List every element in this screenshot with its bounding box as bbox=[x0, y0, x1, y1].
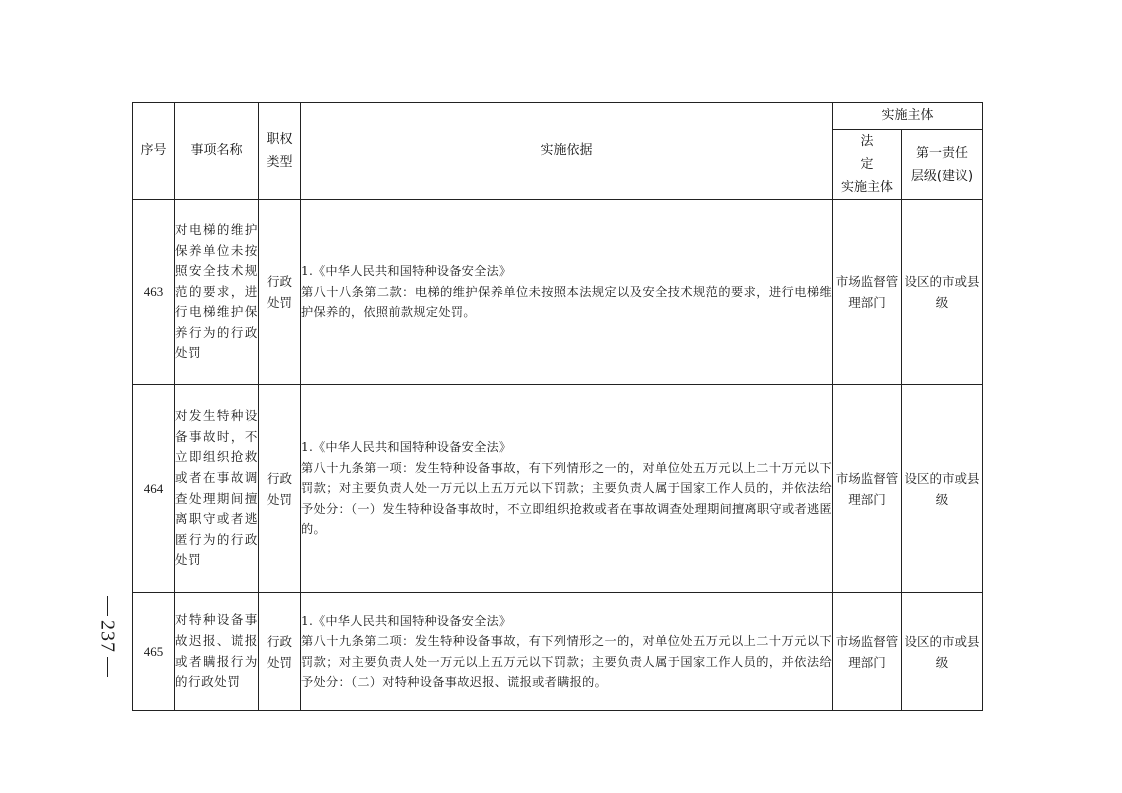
page-number bbox=[89, 596, 125, 692]
row-first-level bbox=[902, 200, 983, 385]
table-row bbox=[133, 385, 983, 593]
header-item-name: 事项名称 bbox=[175, 103, 259, 200]
row-first-level bbox=[902, 593, 983, 711]
row-basis bbox=[301, 593, 833, 711]
row-authority-type-text: 行政处罚 bbox=[266, 274, 292, 310]
row-basis bbox=[301, 385, 833, 593]
row-authority-type bbox=[259, 593, 301, 711]
row-legal-subject-text: 市场监督管理部门 bbox=[835, 274, 899, 310]
row-item-name-text: 对特种设备事故迟报、谎报或者瞒报行为的行政处罚 bbox=[175, 612, 258, 690]
row-item-name-text: 对电梯的维护保养单位未按照安全技术规范的要求，进行电梯维护保养行为的行政处罚 bbox=[175, 221, 258, 361]
row-item-name bbox=[175, 593, 259, 711]
table-row bbox=[133, 200, 983, 385]
row-authority-type bbox=[259, 385, 301, 593]
row-legal-subject-text: 市场监督管理部门 bbox=[835, 633, 899, 670]
row-basis-text: 第八十九条第一项：发生特种设备事故，有下列情形之一的，对单位处五万元以上二十万元以下罚款；对主要负责人处一万元以上五万元以下罚款；主要负责人属于国家工作人员的，并依法给予处分：（一）发生特种设备事故时，不立即组织抢救或者在事故调查处理期间擅离职守或者逃匿的。 bbox=[301, 460, 832, 537]
row-index: 464 bbox=[133, 385, 175, 593]
row-basis-law: 1.《中华人民共和国特种设备安全法》 bbox=[301, 613, 512, 628]
header-first-level-line-1: 第一责任 bbox=[916, 145, 969, 161]
header-legal-subject-line-1: 法 定 bbox=[860, 134, 888, 172]
row-item-name-text: 对发生特种设备事故时，不立即组织抢救或者在事故调查处理期间擅离职守或者逃匿行为的行政处罚 bbox=[175, 408, 258, 568]
header-authority-type bbox=[259, 103, 301, 200]
header-first-level-line-2: 层级(建议) bbox=[910, 168, 974, 184]
row-first-level-text: 设区的市或县级 bbox=[904, 633, 980, 670]
header-authority-type-line-2: 类型 bbox=[266, 155, 293, 170]
authority-table bbox=[132, 102, 983, 711]
row-index: 465 bbox=[133, 593, 175, 711]
header-first-level bbox=[902, 130, 983, 200]
page-number-text: 237 bbox=[96, 620, 119, 653]
row-first-level-text: 设区的市或县级 bbox=[904, 470, 980, 507]
row-item-name bbox=[175, 385, 259, 593]
row-first-level-text: 设区的市或县级 bbox=[904, 274, 980, 310]
row-item-name bbox=[175, 200, 259, 385]
row-basis-text: 第八十八条第二款：电梯的维护保养单位未按照本法规定以及安全技术规范的要求，进行电梯维护保养的，依照前款规定处罚。 bbox=[301, 284, 832, 320]
row-authority-type-text: 行政处罚 bbox=[266, 633, 292, 670]
table-row bbox=[133, 593, 983, 711]
page-number-dash-bottom bbox=[107, 657, 108, 677]
row-basis-text: 第八十九条第二项：发生特种设备事故，有下列情形之一的，对单位处五万元以上二十万元以下罚款；对主要负责人处一万元以上五万元以下罚款；主要负责人属于国家工作人员的，并依法给予处分：（二）对特种设备事故迟报、谎报或者瞒报的。 bbox=[301, 634, 832, 689]
row-authority-type bbox=[259, 200, 301, 385]
row-legal-subject-text: 市场监督管理部门 bbox=[835, 470, 899, 507]
row-basis bbox=[301, 200, 833, 385]
row-first-level bbox=[902, 385, 983, 593]
header-legal-subject bbox=[833, 130, 902, 200]
row-legal-subject bbox=[833, 200, 902, 385]
row-legal-subject bbox=[833, 385, 902, 593]
page-number-dash-top bbox=[107, 596, 108, 616]
row-basis-law: 1.《中华人民共和国特种设备安全法》 bbox=[301, 440, 512, 455]
row-authority-type-text: 行政处罚 bbox=[266, 470, 292, 507]
header-index: 序号 bbox=[133, 103, 175, 200]
header-basis: 实施依据 bbox=[301, 103, 833, 200]
header-row-1 bbox=[133, 103, 983, 130]
header-implementer-group: 实施主体 bbox=[833, 103, 983, 130]
row-index: 463 bbox=[133, 200, 175, 385]
row-legal-subject bbox=[833, 593, 902, 711]
header-authority-type-line-1: 职权 bbox=[266, 132, 293, 147]
header-legal-subject-line-2: 实施主体 bbox=[840, 180, 893, 195]
row-basis-law: 1.《中华人民共和国特种设备安全法》 bbox=[301, 264, 512, 279]
